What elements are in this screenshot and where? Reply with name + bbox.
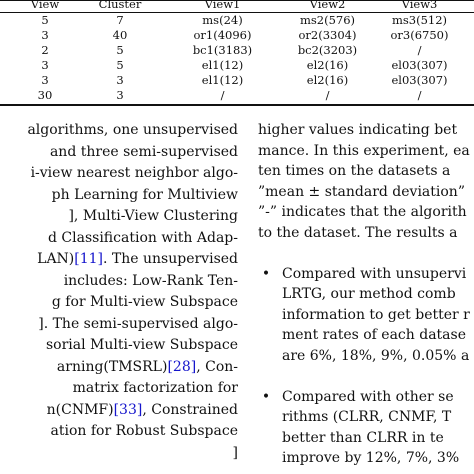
text-fragment: . The unsupervised [103, 251, 238, 267]
view-count-cell: 2 [41, 43, 49, 57]
view2-value-cell: / [325, 88, 330, 102]
right-text-line [258, 182, 474, 203]
right-text-line [258, 387, 474, 408]
citation-link[interactable]: [33] [113, 401, 143, 418]
dataset-table [0, 0, 474, 106]
text-fragment: n(CNMF) [46, 401, 114, 418]
text-fragment: matrix factorization for [72, 380, 238, 396]
left-text-line [0, 271, 238, 292]
bullet-icon: • [261, 388, 271, 405]
view2-value-cell: bc2(3203) [297, 43, 358, 57]
view3-value-cell: el03(307) [391, 58, 448, 72]
table-header-row [0, 0, 474, 11]
view3-value-cell: / [417, 88, 422, 102]
table-bottom-rule [0, 104, 474, 106]
text-fragment: better than CLRR in te [282, 429, 444, 446]
right-text-line [258, 346, 474, 367]
right-text-line [258, 407, 474, 428]
text-fragment: algorithms, one unsupervised [27, 122, 238, 138]
table-row [0, 29, 474, 42]
text-fragment: ten times on the datasets a [258, 163, 451, 179]
text-fragment: rithms (CLRR, CNMF, T [282, 409, 452, 425]
header-view3: View3 [401, 0, 438, 11]
text-fragment: , Constrained [142, 401, 238, 418]
text-fragment: ”-” indicates that the algorith [258, 204, 467, 220]
citation-link[interactable]: [28] [167, 358, 197, 375]
view1-value-cell: ms(24) [202, 13, 243, 27]
text-fragment: LAN) [37, 251, 75, 267]
right-text-line [258, 428, 474, 449]
right-text-line [258, 366, 474, 387]
text-fragment: higher values indicating bet [258, 122, 458, 138]
view-count-cell: 3 [41, 58, 49, 72]
left-text-line [0, 120, 238, 141]
text-fragment: ] [232, 444, 238, 461]
text-fragment: ation for Robust Subspace [50, 423, 238, 439]
view-count-cell: 5 [41, 13, 49, 27]
right-text-line [258, 243, 474, 264]
text-fragment: d Classification with Adap- [48, 229, 238, 246]
view-count-cell: 3 [41, 73, 49, 87]
citation-link[interactable]: [11] [74, 251, 104, 267]
header-cluster: Cluster [98, 0, 142, 11]
text-fragment: ], Multi-View Clustering [68, 208, 238, 224]
right-text-line [258, 305, 474, 326]
right-text-line [258, 141, 474, 162]
table-row [0, 74, 474, 87]
view3-value-cell: el03(307) [391, 73, 448, 87]
left-text-line [0, 357, 238, 378]
text-fragment: and three semi-supervised [49, 143, 238, 160]
left-text-line [0, 163, 238, 184]
left-text-column [0, 120, 238, 474]
view1-value-cell: bc1(3183) [192, 43, 253, 57]
table-row [0, 14, 474, 27]
cluster-count-cell: 3 [116, 73, 124, 87]
text-fragment: information to get better r [282, 306, 470, 323]
view2-value-cell: el2(16) [306, 73, 349, 87]
view2-value-cell: or2(3304) [298, 28, 357, 42]
text-fragment: are 6%, 18%, 9%, 0.05% a [282, 347, 470, 364]
right-text-line [258, 161, 474, 182]
text-fragment: includes: Low-Rank Ten- [63, 272, 238, 289]
left-text-line [0, 335, 238, 356]
view2-value-cell: ms2(576) [299, 13, 356, 27]
right-text-line [258, 284, 474, 305]
text-fragment: sorial Multi-view Subspace [45, 337, 238, 353]
table-row [0, 44, 474, 57]
cluster-count-cell: 7 [116, 13, 124, 27]
header-view2: View2 [309, 0, 346, 11]
left-text-line [0, 142, 238, 163]
left-text-line [0, 206, 238, 227]
cluster-count-cell: 5 [116, 43, 124, 57]
left-text-line [0, 292, 238, 313]
right-text-column [258, 120, 474, 474]
view2-value-cell: el2(16) [306, 58, 349, 72]
bullet-icon: • [261, 265, 271, 282]
view1-value-cell: / [220, 88, 225, 102]
left-text-line [0, 314, 238, 335]
view-count-cell: 3 [41, 28, 49, 42]
left-text-line [0, 228, 238, 249]
text-fragment: arning(TMSRL) [56, 358, 168, 375]
left-text-line [0, 185, 238, 206]
cluster-count-cell: 40 [112, 28, 128, 42]
left-text-line [0, 378, 238, 399]
text-fragment: ]. The semi-supervised algo- [38, 315, 238, 332]
view1-value-cell: el1(12) [201, 58, 244, 72]
text-fragment: mance. In this experiment, ea [258, 142, 470, 159]
table-row [0, 59, 474, 72]
header-view1: View1 [204, 0, 241, 11]
left-text-line [0, 421, 238, 442]
right-text-line [258, 264, 474, 285]
right-text-line [258, 120, 474, 141]
text-fragment: , Con- [196, 358, 238, 375]
text-fragment: i-view nearest neighbor algo- [30, 165, 238, 181]
left-text-line [0, 400, 238, 421]
view1-value-cell: el1(12) [201, 73, 244, 87]
right-text-line [258, 325, 474, 346]
text-fragment: improve by 12%, 7%, 3% [282, 450, 460, 466]
view3-value-cell: / [417, 43, 422, 57]
view3-value-cell: ms3(512) [391, 13, 448, 27]
right-text-line [258, 202, 474, 223]
text-fragment: ph Learning for Multiview [51, 186, 238, 203]
table-row [0, 89, 474, 102]
text-fragment: LRTG, our method comb [282, 286, 456, 302]
right-text-line [258, 448, 474, 469]
cluster-count-cell: 5 [116, 58, 124, 72]
left-text-line [0, 249, 238, 270]
text-fragment: ”mean ± standard deviation” [258, 183, 465, 200]
text-fragment: g for Multi-view Subspace [51, 294, 238, 310]
view3-value-cell: or3(6750) [390, 28, 449, 42]
text-fragment: ment rates of each datase [282, 327, 466, 343]
header-view: View [30, 0, 60, 11]
cluster-count-cell: 3 [116, 88, 124, 102]
right-text-line [258, 223, 474, 244]
view1-value-cell: or1(4096) [193, 28, 252, 42]
text-fragment: to the dataset. The results a [258, 224, 458, 241]
view-count-cell: 30 [37, 88, 53, 102]
left-text-line [0, 443, 238, 464]
text-fragment: Compared with unsupervi [282, 265, 467, 282]
text-fragment: Compared with other se [282, 388, 454, 405]
